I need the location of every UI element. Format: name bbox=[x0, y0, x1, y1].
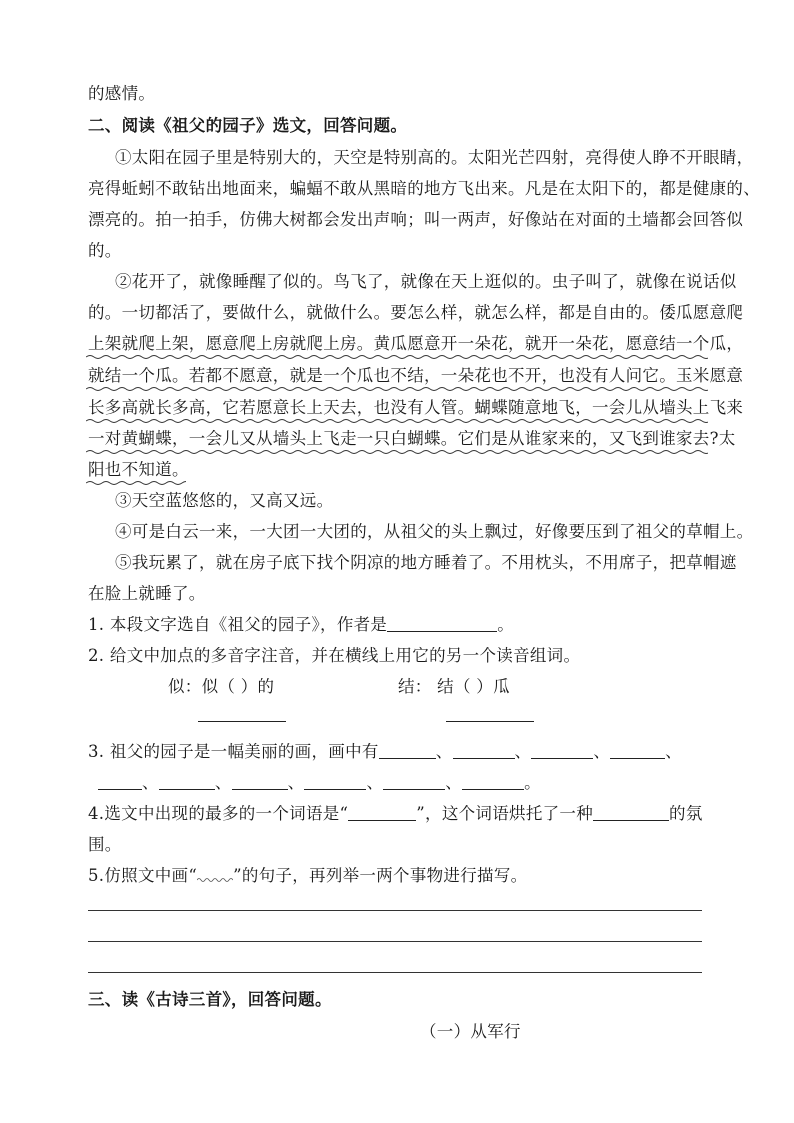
answer-blank[interactable] bbox=[232, 775, 288, 790]
question-5 bbox=[88, 866, 527, 886]
answer-blank[interactable] bbox=[379, 744, 436, 759]
wavy-underline bbox=[86, 354, 708, 360]
p5-line: ⑤我玩累了，就在房子底下找个阴凉的地方睡着了。不用枕头，不用席子，把草帽遮 bbox=[115, 553, 737, 572]
question-3 bbox=[88, 742, 682, 762]
question-5-text-a: 5.仿照文中画“ bbox=[88, 866, 198, 885]
wavy-underline bbox=[86, 418, 708, 424]
separator: 、 bbox=[593, 742, 611, 761]
answer-blank[interactable] bbox=[453, 744, 515, 759]
writing-line[interactable] bbox=[88, 972, 702, 973]
top-fragment: 的感情。 bbox=[88, 84, 156, 103]
writing-line[interactable] bbox=[88, 941, 702, 942]
question-4-text-c: 的氛 bbox=[669, 804, 703, 823]
poem-title: （一）从军行 bbox=[420, 1022, 521, 1041]
answer-blank[interactable] bbox=[610, 744, 665, 759]
separator: 、 bbox=[366, 773, 384, 792]
wavy-underline bbox=[86, 480, 186, 486]
question-4-text-d: 围。 bbox=[88, 835, 122, 854]
p1-line: 漂亮的。拍一拍手，仿佛大树都会发出声响；叫一两声，好像站在对面的土墙都会回答似 bbox=[88, 210, 744, 229]
p5-line: 在脸上就睡了。 bbox=[88, 584, 206, 603]
answer-blank[interactable] bbox=[159, 775, 215, 790]
writing-line[interactable] bbox=[88, 910, 702, 911]
p2-line: 一对黄蝴蝶，一会儿又从墙头上飞走一只白蝴蝶。它们是从谁家来的，又飞到谁家去?太 bbox=[88, 429, 736, 448]
question-1 bbox=[88, 615, 514, 635]
separator: 、 bbox=[142, 773, 159, 792]
section2-heading: 二、阅读《祖父的园子》选文，回答问题。 bbox=[88, 116, 408, 135]
question-2-text: 2. 给文中加点的多音字注音，并在横线上用它的另一个读音组词。 bbox=[88, 646, 581, 665]
answer-blank[interactable] bbox=[98, 775, 142, 790]
answer-blank[interactable] bbox=[462, 775, 524, 790]
p1-line: ①太阳在园子里是特别大的，天空是特别高的。太阳光芒四射，亮得使人睁不开眼睛， bbox=[115, 148, 754, 167]
answer-line[interactable] bbox=[446, 721, 534, 722]
p4-line: ④可是白云一来，一大团一大团的，从祖父的头上飘过，好像要压到了祖父的草帽上。 bbox=[115, 522, 754, 541]
p1-line: 的。 bbox=[88, 241, 122, 260]
section3-heading: 三、读《古诗三首》，回答问题。 bbox=[88, 990, 332, 1009]
question-1-text: 1. 本段文字选自《祖父的园子》，作者是 bbox=[88, 615, 388, 634]
question-3-continued bbox=[98, 773, 541, 793]
question-4-text-b: ”，这个词语烘托了一种 bbox=[416, 804, 594, 823]
answer-blank[interactable] bbox=[593, 806, 669, 821]
p2-line: 上架就爬上架，愿意爬上房就爬上房。黄瓜愿意开一朵花，就开一朵花，愿意结一个瓜， bbox=[88, 334, 744, 353]
separator: 、 bbox=[214, 773, 232, 792]
question-1-end: 。 bbox=[497, 615, 515, 634]
separator: 、 bbox=[435, 742, 453, 761]
answer-blank[interactable] bbox=[387, 617, 497, 632]
answer-blank[interactable] bbox=[531, 744, 593, 759]
p2-line: 的。一切都活了，要做什么，就做什么。要怎么样，就怎么样，都是自由的。倭瓜愿意爬 bbox=[88, 303, 744, 322]
p2-line: 阳也不知道。 bbox=[88, 460, 189, 479]
separator: 、 bbox=[514, 742, 532, 761]
end-mark: 。 bbox=[524, 773, 541, 792]
p2-line: ②花开了，就像睡醒了似的。鸟飞了，就像在天上逛似的。虫子叫了，就像在说话似 bbox=[115, 272, 737, 291]
answer-blank[interactable] bbox=[304, 775, 366, 790]
question-2-item-2: 结： 结（ ）瓜 bbox=[398, 677, 510, 696]
answer-blank[interactable] bbox=[383, 775, 445, 790]
p2-line: 就结一个瓜。若都不愿意，就是一个瓜也不结，一朵花也不开，也没有人问它。玉米愿意 bbox=[88, 366, 744, 385]
separator: 、 bbox=[445, 773, 463, 792]
p2-line: 长多高就长多高，它若愿意长上天去，也没有人管。蝴蝶随意地飞，一会儿从墙头上飞来 bbox=[88, 398, 744, 417]
wavy-underline bbox=[86, 386, 708, 392]
wavy-sample-mark bbox=[197, 869, 233, 883]
question-5-text-b: ”的句子，再列举一两个事物进行描写。 bbox=[233, 866, 528, 885]
answer-blank[interactable] bbox=[348, 806, 416, 821]
question-2-item-1: 似：似（ ）的 bbox=[168, 677, 275, 696]
question-3-text: 3. 祖父的园子是一幅美丽的画，画中有 bbox=[88, 742, 379, 761]
p1-line: 亮得蚯蚓不敢钻出地面来，蝙蝠不敢从黑暗的地方飞出来。凡是在太阳下的，都是健康的、 bbox=[88, 179, 760, 198]
p3-line: ③天空蓝悠悠的，又高又远。 bbox=[115, 491, 334, 510]
wavy-underline bbox=[86, 449, 708, 455]
answer-line[interactable] bbox=[198, 721, 286, 722]
separator: 、 bbox=[287, 773, 305, 792]
question-4 bbox=[88, 804, 703, 824]
separator: 、 bbox=[665, 742, 682, 761]
question-4-text-a: 4.选文中出现的最多的一个词语是“ bbox=[88, 804, 349, 823]
